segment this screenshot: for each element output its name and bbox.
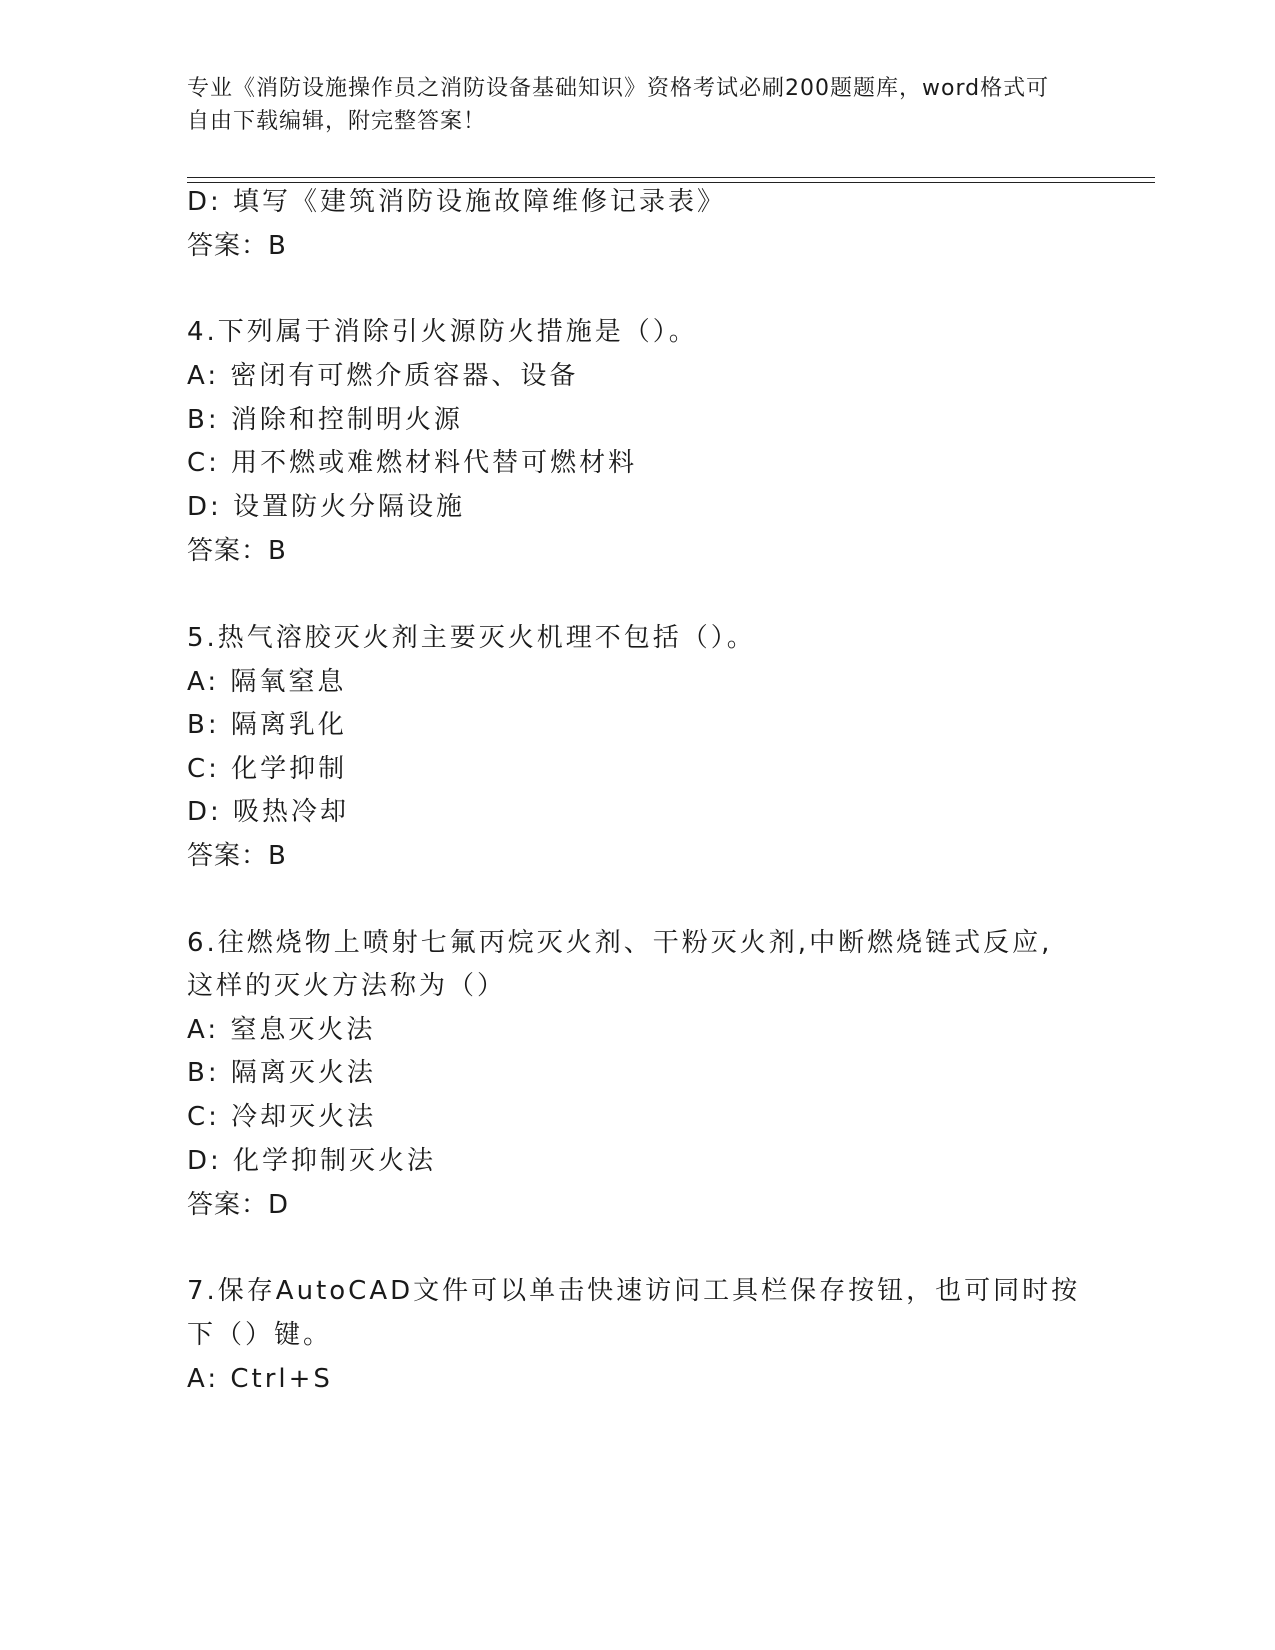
- option-a: A: 窒息灭火法: [187, 1015, 376, 1045]
- prev-question-answer: 答案：B: [187, 231, 287, 261]
- option-c: C: 化学抑制: [187, 754, 348, 784]
- option-b: B: 隔离乳化: [187, 710, 347, 740]
- option-c: C: 冷却灭火法: [187, 1102, 377, 1132]
- prev-question-option-d: D: 填写《建筑消防设施故障维修记录表》: [187, 187, 727, 217]
- header-divider-top: [187, 177, 1155, 178]
- answer: 答案：D: [187, 1190, 290, 1220]
- answer: 答案：B: [187, 841, 287, 871]
- option-b: B: 隔离灭火法: [187, 1058, 376, 1088]
- option-d: D: 吸热冷却: [187, 797, 350, 827]
- question-stem-line-1: 7.保存AutoCAD文件可以单击快速访问工具栏保存按钮，也可同时按: [187, 1276, 1081, 1306]
- option-a: A: 密闭有可燃介质容器、设备: [187, 361, 579, 391]
- option-d: D: 化学抑制灭火法: [187, 1146, 437, 1176]
- question-stem: 5.热气溶胶灭火剂主要灭火机理不包括（）。: [187, 623, 756, 653]
- option-d: D: 设置防火分隔设施: [187, 492, 466, 522]
- question-stem: 4.下列属于消除引火源防火措施是（）。: [187, 317, 698, 347]
- header-divider-bottom: [187, 182, 1155, 183]
- option-b: B: 消除和控制明火源: [187, 405, 463, 435]
- question-stem-line-1: 6.往燃烧物上喷射七氟丙烷灭火剂、干粉灭火剂,中断燃烧链式反应,: [187, 928, 1053, 958]
- document-header: 专业《消防设施操作员之消防设备基础知识》资格考试必刷200题题库，word格式可自由下载编辑，附完整答案！: [187, 76, 1050, 134]
- option-a: A: Ctrl+S: [187, 1364, 333, 1394]
- option-a: A: 隔氧窒息: [187, 667, 347, 697]
- answer: 答案：B: [187, 536, 287, 566]
- question-stem-line-2: 这样的灭火方法称为（）: [187, 971, 507, 1001]
- question-stem-line-2: 下（）键。: [187, 1320, 333, 1350]
- option-c: C: 用不燃或难燃材料代替可燃材料: [187, 448, 638, 478]
